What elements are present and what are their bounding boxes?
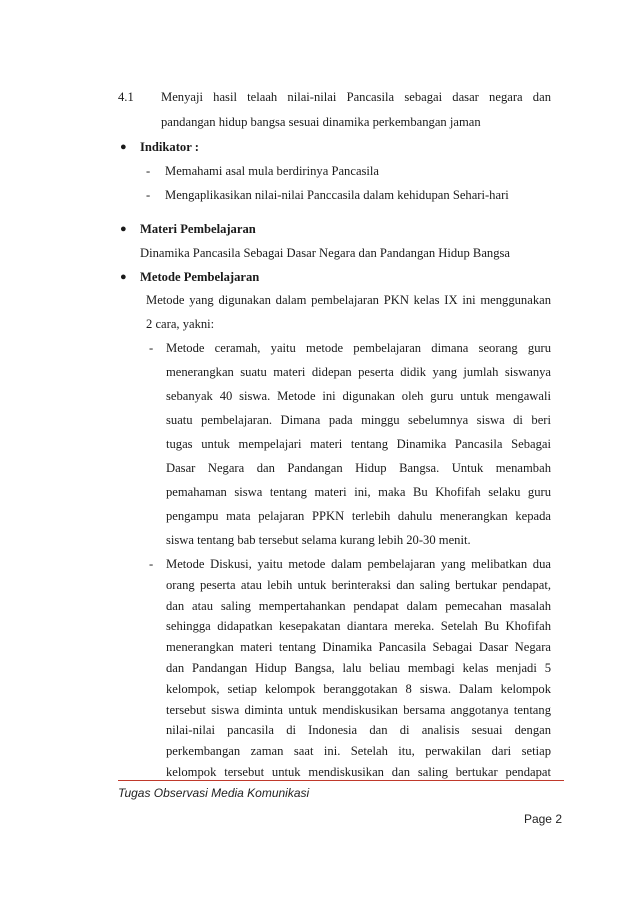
metode-item-1-line: sebanyak 40 siswa. Metode ini digunakan oleh guru untuk mengawali xyxy=(166,389,551,403)
bullet-icon: ● xyxy=(120,271,127,283)
footer-divider xyxy=(118,780,564,781)
dash-icon: - xyxy=(146,164,151,178)
page-number: Page 2 xyxy=(523,812,562,826)
metode-item-1-line: pemahaman siswa tentang materi ini, maka Bu Khofifah selaku guru xyxy=(166,485,551,499)
metode-item-2-line: kelompok, setiap kelompok beranggotakan 8 siswa. Dalam kelompok xyxy=(166,681,551,696)
indikator-heading: Indikator : xyxy=(140,140,199,154)
metode-item-2-line: sehingga didapatkan kesepakatan diantara mereka. Setelah Bu Khofifah xyxy=(166,619,551,634)
metode-heading: Metode Pembelajaran xyxy=(140,270,260,284)
dash-icon: - xyxy=(146,188,151,202)
bullet-icon: ● xyxy=(120,223,127,235)
dash-icon: - xyxy=(149,341,154,355)
metode-item-2-line: kelompok tersebut untuk mendiskusikan dan saling bertukar pendapat xyxy=(166,765,551,779)
section-number: 4.1 xyxy=(118,90,134,104)
metode-item-1-line: Dasar Negara dan Pandangan Hidup Bangsa. Untuk menambah xyxy=(166,461,551,475)
materi-heading: Materi Pembelajaran xyxy=(140,222,256,236)
metode-item-2-line: perkembangan zaman saat ini. Setelah itu, perwakilan dari setiap xyxy=(166,744,551,759)
section-title-line-1: Menyaji hasil telaah nilai-nilai Pancasila sebagai dasar negara dan xyxy=(161,90,551,104)
indikator-item-2: Mengaplikasikan nilai-nilai Panccasila dalam kehidupan Sehari-hari xyxy=(165,188,509,202)
metode-item-2-line: dan atau saling mempertahankan pendapat dalam pemecahan masalah xyxy=(166,598,551,613)
metode-item-2-line: orang peserta atau lebih untuk berinteraksi dan saling bertukar pendapat, xyxy=(166,577,551,592)
metode-item-1-line: siswa tentang bab tersebut selama kurang lebih 20-30 menit. xyxy=(166,533,471,547)
bullet-icon: ● xyxy=(120,141,127,153)
metode-item-1-line: suatu pembelajaran. Dimana pada minggu sebelumnya siswa di beri xyxy=(166,413,551,427)
materi-text: Dinamika Pancasila Sebagai Dasar Negara dan Pandangan Hidup Bangsa xyxy=(140,246,510,260)
dash-icon: - xyxy=(149,557,154,571)
metode-item-2-line: nilai-nilai pancasila di Indonesia dan di analisis sesuai dengan xyxy=(166,723,551,738)
indikator-item-1: Memahami asal mula berdirinya Pancasila xyxy=(165,164,380,178)
metode-item-1-line: Metode ceramah, yaitu metode pembelajaran dimana seorang guru xyxy=(166,341,551,355)
metode-item-2-line: dan Pandangan Hidup Bangsa, lalu beliau membagi kelas menjadi 5 xyxy=(166,661,551,675)
metode-item-2-line: Metode Diskusi, yaitu metode dalam pembelajaran yang melibatkan dua xyxy=(166,557,551,571)
metode-item-2-line: tersebut siswa diminta untuk mendiskusikan bersama anggotanya tentang xyxy=(166,702,551,717)
metode-item-1-line: pengampu mata pelajaran PPKN terlebih dahulu menerangkan kepada xyxy=(166,509,551,523)
metode-intro-line-1: Metode yang digunakan dalam pembelajaran PKN kelas IX ini menggunakan xyxy=(146,293,551,307)
metode-item-2-line: menerangkan materi tentang Dinamika Pancasila Sebagai Dasar Negara xyxy=(166,640,551,655)
metode-item-1-line: tugas untuk mempelajari materi tentang Dinamika Pancasila Sebagai xyxy=(166,437,551,451)
metode-intro-line-2: 2 cara, yakni: xyxy=(146,317,215,331)
metode-item-1-line: menerangkan suatu materi didepan peserta didik yang jumlah siswanya xyxy=(166,365,551,379)
footer-title: Tugas Observasi Media Komunikasi xyxy=(118,786,310,800)
section-title-line-2: pandangan hidup bangsa sesuai dinamika perkembangan jaman xyxy=(161,115,481,129)
